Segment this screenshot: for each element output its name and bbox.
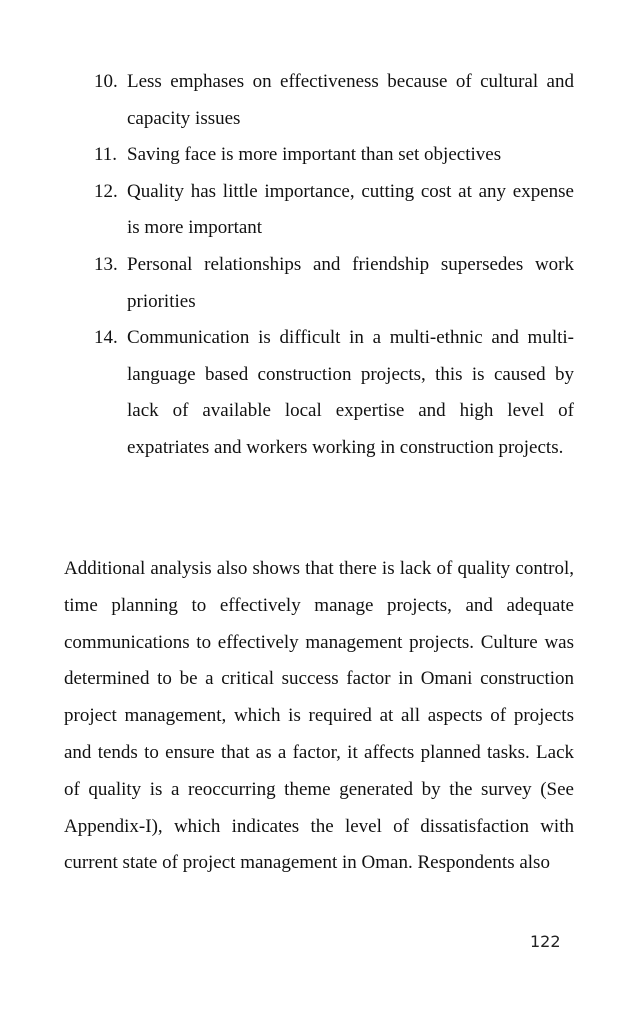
list-item	[94, 320, 574, 466]
list-item-number: 12.	[94, 180, 118, 202]
list-item	[94, 137, 574, 174]
list-item-number: 11.	[94, 144, 118, 166]
list-item-text: Less emphases on effectiveness because of cultural and capacity issues	[127, 71, 574, 129]
list-item	[94, 64, 574, 137]
list-item-text: Communication is difficult in a multi-ethnic and multi-language based construction projects, this is caused by lack of available local expertise and high level of expatriates and workers working in construction projects.	[127, 327, 574, 458]
body-paragraph: Additional analysis also shows that there is lack of quality control, time planning to effectively manage projects, and adequate communications to effectively management projects. Culture was determined to be a critical success factor in Omani construction project management, which is required at all aspects of projects and tends to ensure that as a factor, it affects planned tasks. Lack of quality is a reoccurring theme generated by the survey (See Appendix-I), which indicates the level of dissatisfaction with current state of project management in Oman. Respondents also	[64, 558, 574, 874]
list-item-number: 13.	[94, 253, 118, 275]
list-item-text: Personal relationships and friendship supersedes work priorities	[127, 253, 574, 312]
page-number: 122	[530, 932, 561, 951]
list-item	[94, 174, 574, 247]
list-item-number: 10.	[94, 71, 118, 92]
list-item-text: Quality has little importance, cutting cost at any expense is more important	[127, 180, 574, 239]
list-item	[94, 247, 574, 320]
numbered-list	[94, 64, 574, 467]
list-item-text: Saving face is more important than set objectives	[127, 144, 502, 166]
list-item-number: 14.	[94, 327, 118, 349]
